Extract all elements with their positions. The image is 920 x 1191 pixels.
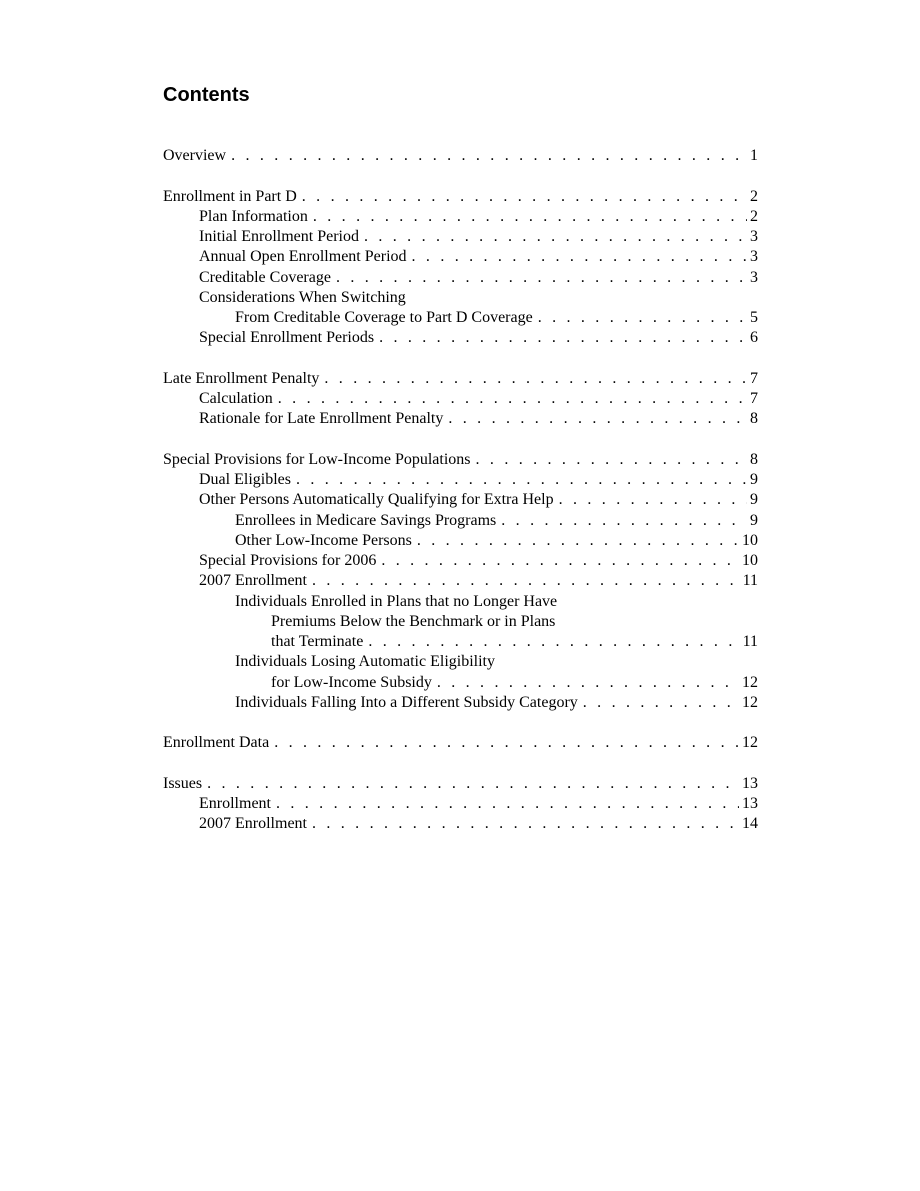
toc-entry-rationale-late-enrollment-penalty xyxy=(163,409,758,429)
toc-entry-page: 9 xyxy=(750,471,758,488)
toc-entry-title: 2007 Enrollment xyxy=(199,572,307,590)
toc-entry-title: Calculation xyxy=(199,390,273,407)
toc-entry-page: 7 xyxy=(750,369,758,387)
dot-leader xyxy=(448,409,747,429)
toc-entry-special-provisions-low-income xyxy=(163,450,758,470)
toc-entry-title: From Creditable Coverage to Part D Coverage xyxy=(235,309,533,326)
toc-entry-page: 5 xyxy=(750,309,758,326)
toc-entry-title: 2007 Enrollment xyxy=(199,815,307,833)
toc-entry-special-provisions-2006 xyxy=(163,551,758,571)
dot-leader xyxy=(324,369,747,389)
toc-entry-page: 9 xyxy=(750,491,758,509)
dot-leader xyxy=(379,328,747,348)
toc-entry-page: 8 xyxy=(750,410,758,428)
toc-entry-page: 2 xyxy=(750,207,758,225)
toc-entry-page: 12 xyxy=(742,734,758,752)
toc-entry-title: Considerations When Switching xyxy=(199,288,406,306)
contents-heading: Contents xyxy=(163,84,250,106)
dot-leader xyxy=(336,268,747,288)
toc-entry-title: Special Provisions for 2006 xyxy=(199,552,377,569)
toc-entry-page: 13 xyxy=(742,774,758,792)
toc-entry-calculation xyxy=(163,389,758,409)
toc-entry-page: 2 xyxy=(750,187,758,205)
toc-entry-individuals-enrolled-in-plans xyxy=(163,592,758,612)
dot-leader xyxy=(276,794,739,814)
toc-entry-overview xyxy=(163,146,758,166)
toc-entry-page: 7 xyxy=(750,390,758,407)
toc-entry-page: 9 xyxy=(750,511,758,529)
toc-entry-enrollment-data xyxy=(163,733,758,753)
toc-entry-title: Other Persons Automatically Qualifying for Extra Help xyxy=(199,491,554,509)
toc-entry-title: Late Enrollment Penalty xyxy=(163,369,320,387)
toc-entry-issues xyxy=(163,774,758,794)
toc-entry-title: Initial Enrollment Period xyxy=(199,228,359,245)
toc-entry-page: 10 xyxy=(742,552,758,569)
dot-leader xyxy=(296,470,747,490)
dot-leader xyxy=(313,207,747,227)
toc-entry-page: 13 xyxy=(742,795,758,812)
toc-entry-page: 8 xyxy=(750,450,758,468)
toc-entry-title: Overview xyxy=(163,147,227,164)
toc-entry-title: Dual Eligibles xyxy=(199,471,291,488)
toc-entry-page: 3 xyxy=(750,248,758,266)
toc-entry-individuals-different-subsidy xyxy=(163,693,758,713)
dot-leader xyxy=(476,450,747,470)
toc-entry-page: 11 xyxy=(742,572,758,590)
dot-leader xyxy=(278,389,747,409)
dot-leader xyxy=(559,490,747,510)
dot-leader xyxy=(368,632,739,652)
toc-entry-title: Special Enrollment Periods xyxy=(199,329,375,347)
toc-entry-issues-enrollment xyxy=(163,794,758,814)
toc-entry-title: Creditable Coverage xyxy=(199,268,331,286)
dot-leader xyxy=(302,187,747,207)
toc-entry-title: that Terminate xyxy=(271,633,364,650)
toc-entry-from-creditable-coverage xyxy=(163,308,758,328)
toc-entry-title: for Low-Income Subsidy xyxy=(271,673,432,691)
dot-leader xyxy=(437,673,739,693)
toc-entry-page: 12 xyxy=(742,693,758,711)
dot-leader xyxy=(207,774,739,794)
toc-entry-individuals-losing-eligibility xyxy=(163,652,758,672)
toc-entry-page: 3 xyxy=(750,268,758,286)
dot-leader xyxy=(501,511,747,531)
toc-entry-dual-eligibles xyxy=(163,470,758,490)
toc-entry-page: 6 xyxy=(750,329,758,347)
toc-entry-title: Enrollment in Part D xyxy=(163,187,297,205)
dot-leader xyxy=(412,247,747,267)
toc-entry-that-terminate xyxy=(163,632,758,652)
toc-entry-title: Special Provisions for Low-Income Populations xyxy=(163,450,471,468)
toc-entry-title: Other Low-Income Persons xyxy=(235,531,412,549)
toc-entry-title: Enrollment Data xyxy=(163,734,270,752)
dot-leader xyxy=(381,551,739,571)
toc-entry-title: Enrollees in Medicare Savings Programs xyxy=(235,511,497,529)
toc-entry-title: Enrollment xyxy=(199,795,271,812)
toc-entry-enrollment-in-part-d xyxy=(163,187,758,207)
toc-entry-page: 14 xyxy=(742,815,758,833)
toc-entry-title: Individuals Falling Into a Different Subsidy Category xyxy=(235,693,578,711)
toc-entry-special-enrollment-periods xyxy=(163,328,758,348)
toc-entry-creditable-coverage xyxy=(163,268,758,288)
dot-leader xyxy=(231,146,747,166)
toc-entry-page: 1 xyxy=(750,147,758,164)
toc-entry-other-low-income-persons xyxy=(163,531,758,551)
toc-entry-title: Individuals Enrolled in Plans that no Longer Have xyxy=(235,592,558,610)
toc-entry-page: 12 xyxy=(742,673,758,691)
table-of-contents xyxy=(163,146,758,835)
toc-entry-page: 3 xyxy=(750,228,758,245)
toc-entry-initial-enrollment-period xyxy=(163,227,758,247)
dot-leader xyxy=(364,227,747,247)
toc-entry-title: Premiums Below the Benchmark or in Plans xyxy=(271,612,556,630)
toc-entry-considerations-when-switching xyxy=(163,288,758,308)
dot-leader xyxy=(274,733,739,753)
dot-leader xyxy=(417,531,739,551)
dot-leader xyxy=(312,814,739,834)
toc-entry-title: Rationale for Late Enrollment Penalty xyxy=(199,410,444,428)
toc-entry-page: 10 xyxy=(742,531,758,549)
toc-entry-title: Individuals Losing Automatic Eligibility xyxy=(235,653,495,671)
toc-entry-late-enrollment-penalty xyxy=(163,369,758,389)
toc-entry-premiums-below-benchmark xyxy=(163,612,758,632)
dot-leader xyxy=(538,308,747,328)
toc-entry-annual-open-enrollment-period xyxy=(163,247,758,267)
toc-entry-title: Plan Information xyxy=(199,207,308,225)
toc-entry-title: Annual Open Enrollment Period xyxy=(199,248,407,266)
toc-entry-title: Issues xyxy=(163,774,203,792)
toc-entry-issues-2007-enrollment xyxy=(163,814,758,834)
toc-entry-2007-enrollment xyxy=(163,571,758,591)
toc-entry-page: 11 xyxy=(742,633,758,650)
toc-entry-enrollees-medicare-savings xyxy=(163,511,758,531)
dot-leader xyxy=(583,693,739,713)
toc-entry-plan-information xyxy=(163,207,758,227)
toc-entry-for-low-income-subsidy xyxy=(163,673,758,693)
toc-entry-other-persons-extra-help xyxy=(163,490,758,510)
dot-leader xyxy=(312,571,740,591)
